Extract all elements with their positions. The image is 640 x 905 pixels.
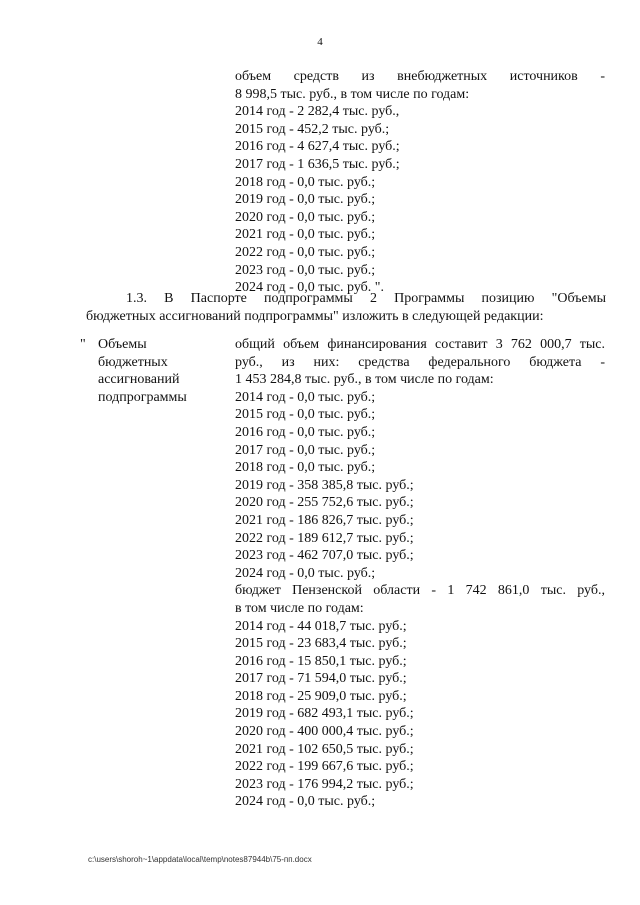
extra-budget-line-2: 8 998,5 тыс. руб., в том числе по годам: (235, 86, 470, 102)
year-line: 2017 год - 1 636,5 тыс. руб.; (235, 156, 400, 172)
regional-year-line: 2019 год - 682 493,1 тыс. руб.; (235, 706, 414, 722)
label-line: бюджетных (98, 354, 168, 370)
year-line: 2020 год - 0,0 тыс. руб.; (235, 209, 376, 225)
year-line: 2021 год - 0,0 тыс. руб.; (235, 227, 376, 243)
regional-year-line: 2022 год - 199 667,6 тыс. руб.; (235, 759, 414, 775)
intro-line-3: 1 453 284,8 тыс. руб., в том числе по годам: (235, 372, 494, 388)
year-line: 2015 год - 452,2 тыс. руб.; (235, 121, 390, 137)
federal-year-line: 2015 год - 0,0 тыс. руб.; (235, 407, 376, 423)
regional-intro-line-2: в том числе по годам: (235, 600, 364, 616)
regional-year-line: 2021 год - 102 650,5 тыс. руб.; (235, 741, 414, 757)
regional-year-line: 2016 год - 15 850,1 тыс. руб.; (235, 653, 407, 669)
year-line: 2022 год - 0,0 тыс. руб.; (235, 244, 376, 260)
federal-year-line: 2014 год - 0,0 тыс. руб.; (235, 389, 376, 405)
federal-year-line: 2022 год - 189 612,7 тыс. руб.; (235, 530, 414, 546)
regional-year-line: 2017 год - 71 594,0 тыс. руб.; (235, 671, 407, 687)
regional-year-line: 2018 год - 25 909,0 тыс. руб.; (235, 688, 407, 704)
amendment-line-1: 1.3. В Паспорте подпрограммы 2 Программы позицию "Объемы (126, 291, 606, 306)
year-line: 2018 год - 0,0 тыс. руб.; (235, 174, 376, 190)
federal-year-line: 2018 год - 0,0 тыс. руб.; (235, 460, 376, 476)
position-label (98, 336, 226, 406)
year-line: 2016 год - 4 627,4 тыс. руб.; (235, 139, 400, 155)
federal-year-line: 2017 год - 0,0 тыс. руб.; (235, 442, 376, 458)
year-line: 2019 год - 0,0 тыс. руб.; (235, 192, 376, 208)
regional-year-line: 2023 год - 176 994,2 тыс. руб.; (235, 776, 414, 792)
amendment-paragraph (86, 290, 606, 325)
footer-file-path: c:\users\shoroh~1\appdata\local\temp\notes87944b\75-пп.docx (88, 855, 312, 864)
federal-year-line: 2021 год - 186 826,7 тыс. руб.; (235, 512, 414, 528)
regional-year-line: 2024 год - 0,0 тыс. руб.; (235, 794, 376, 810)
extra-budget-line-1: объем средств из внебюджетных источников - (235, 69, 605, 84)
extra-budget-block (235, 68, 605, 297)
intro-line-2: руб., из них: средства федерального бюджета - (235, 354, 605, 370)
page-number: 4 (317, 36, 323, 48)
year-line: 2024 год - 0,0 тыс. руб. ". (235, 280, 384, 296)
label-line: Объемы (98, 337, 147, 352)
position-content (235, 336, 605, 811)
federal-year-line: 2016 год - 0,0 тыс. руб.; (235, 424, 376, 440)
regional-year-line: 2014 год - 44 018,7 тыс. руб.; (235, 618, 407, 634)
regional-intro-line-1: бюджет Пензенской области - 1 742 861,0 тыс. руб., (235, 583, 605, 599)
federal-year-line: 2024 год - 0,0 тыс. руб.; (235, 565, 376, 581)
federal-year-line: 2020 год - 255 752,6 тыс. руб.; (235, 495, 414, 511)
regional-year-line: 2020 год - 400 000,4 тыс. руб.; (235, 724, 414, 740)
opening-quote: " (80, 337, 86, 352)
federal-year-line: 2023 год - 462 707,0 тыс. руб.; (235, 548, 414, 564)
label-line: подпрограммы (98, 389, 187, 405)
label-line: ассигнований (98, 372, 180, 388)
intro-line-1: общий объем финансирования составит 3 762 000,7 тыс. (235, 337, 605, 352)
regional-year-line: 2015 год - 23 683,4 тыс. руб.; (235, 636, 407, 652)
year-line: 2014 год - 2 282,4 тыс. руб., (235, 104, 400, 120)
year-line: 2023 год - 0,0 тыс. руб.; (235, 262, 376, 278)
amendment-line-2: бюджетных ассигнований подпрограммы" изложить в следующей редакции: (86, 308, 544, 324)
federal-year-line: 2019 год - 358 385,8 тыс. руб.; (235, 477, 414, 493)
